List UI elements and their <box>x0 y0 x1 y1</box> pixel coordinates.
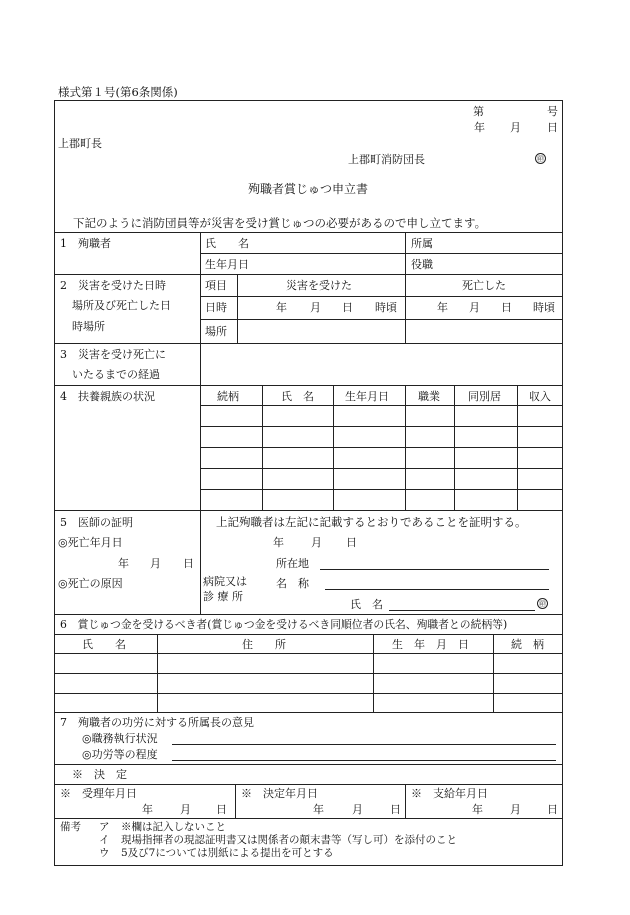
rule <box>54 343 563 344</box>
rule <box>235 784 236 818</box>
sec4-col-income: 収入 <box>529 390 551 403</box>
sec3-label-2: いたるまでの経過 <box>72 368 160 381</box>
sec5-nen: 年 <box>118 557 129 570</box>
rule <box>200 253 563 254</box>
sec1-affiliation: 所属 <box>411 237 433 250</box>
paid-date-label: ※ 支給年月日 <box>411 787 488 800</box>
rule <box>200 405 563 406</box>
sec4-col-name: 氏 名 <box>281 390 314 403</box>
remarks-label: 備考 <box>60 821 81 833</box>
doc-no-gou: 号 <box>547 105 558 118</box>
rule <box>373 634 374 712</box>
sec2-b-gatsu: 月 <box>469 301 480 314</box>
sec2-label-1: 2 災害を受けた日時 <box>60 279 166 292</box>
sender-seal: ㊞ <box>537 155 544 163</box>
sec5-doctor-label: 氏 名 <box>350 598 383 611</box>
doc-date-gatsu: 月 <box>510 121 521 134</box>
sender: 上郡町消防団長 <box>348 153 425 166</box>
received-nichi: 日 <box>216 803 227 816</box>
rule <box>405 784 406 818</box>
sec2-item: 項目 <box>205 279 227 292</box>
rule <box>200 489 563 490</box>
sec2-place: 場所 <box>205 325 227 338</box>
sec2-label-3: 時場所 <box>72 320 105 333</box>
remark-mark-b: イ <box>99 834 110 846</box>
rule <box>200 232 201 510</box>
rule <box>54 653 563 654</box>
rule <box>200 468 563 469</box>
sec5-facility-label: 名 称 <box>276 577 309 590</box>
rule <box>200 426 563 427</box>
sec5-certify: 上記殉職者は左記に記載するとおりであることを証明する。 <box>216 515 527 529</box>
sec2-a-gatsu: 月 <box>310 301 321 314</box>
sec5-doctor-line <box>389 610 535 611</box>
sec2-b-jikoro: 時頃 <box>533 301 555 314</box>
sec5-death-date: ◎死亡年月日 <box>58 536 123 549</box>
received-nen: 年 <box>142 803 153 816</box>
sec5-cert-nen: 年 <box>273 536 284 549</box>
rule <box>54 510 563 511</box>
sec5-cert-nichi: 日 <box>346 536 357 549</box>
remark-mark-c: ウ <box>99 847 110 859</box>
sec6-col-birthdate: 生 年 月 日 <box>392 638 469 651</box>
sec5-facility-line <box>325 589 549 590</box>
rule <box>200 296 563 297</box>
sec7-duty-label: ◎職務執行状況 <box>82 732 158 745</box>
rule <box>405 385 406 510</box>
rule <box>237 274 238 343</box>
rule <box>157 634 158 712</box>
sec5-gatsu: 月 <box>150 557 161 570</box>
sec2-death-head: 死亡した <box>462 279 506 292</box>
rule <box>493 634 494 712</box>
document-title: 殉職者賞じゅつ申立書 <box>248 182 369 196</box>
sec5-nichi: 日 <box>183 557 194 570</box>
sec4-col-job: 職業 <box>418 390 440 403</box>
rule <box>200 319 563 320</box>
sec6-col-name: 氏 名 <box>82 638 126 651</box>
remark-mark-a: ア <box>99 821 110 833</box>
rule <box>54 385 563 386</box>
paid-nichi: 日 <box>547 803 558 816</box>
rule <box>454 385 455 510</box>
sec4-label: 4 扶養親族の状況 <box>60 390 155 403</box>
sec5-death-cause: ◎死亡の原因 <box>58 577 123 590</box>
sec1-name: 氏 名 <box>205 237 249 250</box>
rule <box>54 764 563 765</box>
sec7-duty-line <box>172 744 556 745</box>
rule <box>405 274 406 343</box>
sec7-merit-label: ◎功労等の程度 <box>82 748 158 761</box>
decision-label: ※ 決 定 <box>72 768 127 781</box>
sec5-label: 5 医師の証明 <box>60 516 133 529</box>
rule <box>54 712 563 713</box>
sec2-b-nichi: 日 <box>501 301 512 314</box>
rule <box>54 274 563 275</box>
sec1-birthdate: 生年月日 <box>205 258 249 271</box>
addressee: 上郡町長 <box>58 137 102 150</box>
sec6-label: 6 賞じゅつ金を受けるべき者(賞じゅつ金を受けるべき同順位者の氏名、殉職者との続柄等) <box>60 618 508 631</box>
sec2-label-2: 場所及び死亡した日 <box>72 299 171 312</box>
sec5-hospital-1: 病院又は <box>203 575 247 588</box>
rule <box>54 614 563 615</box>
sec5-address-line <box>320 569 549 570</box>
received-date-label: ※ 受理年月日 <box>60 787 137 800</box>
remark-text-c: 5及び7については別紙による提出を可とする <box>121 847 334 859</box>
rule <box>54 784 563 785</box>
remark-text-b: 現場指揮者の現認証明書又は関係者の顛末書等（写し可）を添付のこと <box>121 834 457 846</box>
remark-text-a: ※欄は記入しないこと <box>121 821 226 833</box>
decided-nen: 年 <box>313 803 324 816</box>
intro-text: 下記のように消防団員等が災害を受け賞じゅつの必要があるので申し立てます。 <box>73 216 487 230</box>
sec5-doctor-seal: ㊞ <box>539 600 546 608</box>
doc-date-nichi: 日 <box>547 121 558 134</box>
rule <box>405 232 406 274</box>
rule <box>200 447 563 448</box>
paid-nen: 年 <box>472 803 483 816</box>
sec5-hospital-2: 診 療 所 <box>203 590 243 603</box>
rule <box>54 232 563 233</box>
rule <box>333 385 334 510</box>
sec4-col-relation: 続柄 <box>217 390 239 403</box>
rule <box>200 510 201 614</box>
sec7-label: 7 殉職者の功労に対する所属長の意見 <box>60 716 254 729</box>
rule <box>54 673 563 674</box>
sec2-datetime: 日時 <box>205 301 227 314</box>
sec1-position: 役職 <box>411 258 433 271</box>
rule <box>54 818 563 819</box>
doc-date-nen: 年 <box>474 121 485 134</box>
decided-nichi: 日 <box>390 803 401 816</box>
sec4-col-birthdate: 生年月日 <box>345 390 389 403</box>
rule <box>517 385 518 510</box>
decided-date-label: ※ 決定年月日 <box>241 787 318 800</box>
sec6-col-relation: 続 柄 <box>511 638 544 651</box>
rule <box>54 693 563 694</box>
sec1-label: 1 殉職者 <box>60 237 111 250</box>
sec2-a-nichi: 日 <box>342 301 353 314</box>
sec4-col-residence: 同別居 <box>468 390 501 403</box>
sec5-cert-gatsu: 月 <box>311 536 322 549</box>
sec2-a-jikoro: 時頃 <box>375 301 397 314</box>
sec2-b-nen: 年 <box>437 301 448 314</box>
paid-gatsu: 月 <box>510 803 521 816</box>
sec7-merit-line <box>172 760 556 761</box>
rule <box>262 385 263 510</box>
decided-gatsu: 月 <box>352 803 363 816</box>
sec3-label-1: 3 災害を受け死亡に <box>60 348 166 361</box>
doc-no-dai: 第 <box>473 105 484 118</box>
sec6-col-address: 住 所 <box>242 638 286 651</box>
sec5-address-label: 所在地 <box>276 557 309 570</box>
form-number: 様式第１号(第6条関係) <box>58 85 178 99</box>
rule <box>54 634 563 635</box>
sec2-disaster-head: 災害を受けた <box>286 279 352 292</box>
received-gatsu: 月 <box>180 803 191 816</box>
sec2-a-nen: 年 <box>276 301 287 314</box>
